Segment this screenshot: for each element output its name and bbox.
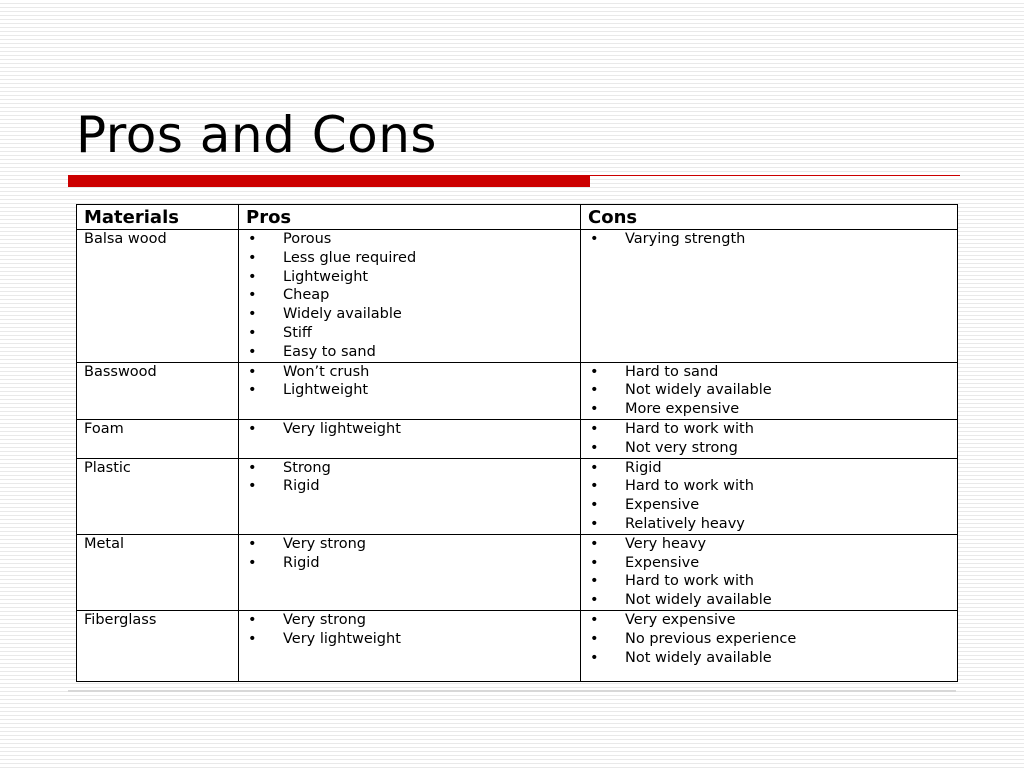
pros-list — [246, 459, 580, 497]
list-item: • Not widely available — [588, 381, 957, 400]
cons-list — [588, 535, 957, 610]
pros-list — [246, 611, 580, 649]
table-row — [77, 230, 958, 363]
cons-list — [588, 230, 957, 249]
table-row — [77, 458, 958, 534]
list-item: • Expensive — [588, 554, 957, 573]
pros-list — [246, 420, 580, 439]
list-item: • Not widely available — [588, 649, 957, 668]
pros-cons-table — [76, 204, 958, 682]
bottom-divider — [68, 690, 956, 692]
cons-list — [588, 420, 957, 458]
pros-list — [246, 363, 580, 401]
table-row — [77, 610, 958, 681]
table-row — [77, 419, 958, 458]
list-item: • Expensive — [588, 496, 957, 515]
table-row — [77, 534, 958, 610]
pros-cell — [239, 230, 581, 363]
list-item: • Not very strong — [588, 439, 957, 458]
cons-cell — [581, 610, 958, 681]
list-item: • Rigid — [246, 477, 580, 496]
title-underline-line — [590, 175, 960, 176]
list-item: • Very strong — [246, 535, 580, 554]
material-cell: Plastic — [77, 458, 239, 534]
list-item: • Lightweight — [246, 268, 580, 287]
material-cell: Fiberglass — [77, 610, 239, 681]
cons-cell — [581, 534, 958, 610]
cons-cell — [581, 230, 958, 363]
list-item: • Hard to work with — [588, 420, 957, 439]
list-item: • Widely available — [246, 305, 580, 324]
list-item: • Hard to work with — [588, 572, 957, 591]
cons-list — [588, 611, 957, 667]
list-item: • Very expensive — [588, 611, 957, 630]
material-cell: Foam — [77, 419, 239, 458]
cons-list — [588, 363, 957, 419]
list-item: • Stiff — [246, 324, 580, 343]
list-item: • Rigid — [246, 554, 580, 573]
list-item: • Varying strength — [588, 230, 957, 249]
pros-cell — [239, 362, 581, 419]
list-item: • Very lightweight — [246, 630, 580, 649]
list-item: • Strong — [246, 459, 580, 478]
list-item: • Relatively heavy — [588, 515, 957, 534]
pros-cell — [239, 610, 581, 681]
list-item: • Cheap — [246, 286, 580, 305]
title-underline-bar — [68, 175, 590, 187]
list-item: • More expensive — [588, 400, 957, 419]
list-item: • Very heavy — [588, 535, 957, 554]
list-item: • Less glue required — [246, 249, 580, 268]
list-item: • Not widely available — [588, 591, 957, 610]
pros-list — [246, 535, 580, 573]
cons-list — [588, 459, 957, 534]
header-pros: Pros — [239, 205, 581, 230]
list-item: • Hard to sand — [588, 363, 957, 382]
pros-cell — [239, 419, 581, 458]
slide-title: Pros and Cons — [76, 106, 437, 164]
header-materials: Materials — [77, 205, 239, 230]
pros-cell — [239, 534, 581, 610]
header-row — [77, 205, 958, 230]
list-item: • Easy to sand — [246, 343, 580, 362]
list-item: • Won’t crush — [246, 363, 580, 382]
material-cell: Basswood — [77, 362, 239, 419]
list-item: • Lightweight — [246, 381, 580, 400]
list-item: • Rigid — [588, 459, 957, 478]
list-item: • No previous experience — [588, 630, 957, 649]
table-row — [77, 362, 958, 419]
material-cell: Balsa wood — [77, 230, 239, 363]
list-item: • Hard to work with — [588, 477, 957, 496]
cons-cell — [581, 419, 958, 458]
list-item: • Very strong — [246, 611, 580, 630]
cons-cell — [581, 458, 958, 534]
header-cons: Cons — [581, 205, 958, 230]
material-cell: Metal — [77, 534, 239, 610]
pros-list — [246, 230, 580, 362]
list-item: • Porous — [246, 230, 580, 249]
pros-cell — [239, 458, 581, 534]
list-item: • Very lightweight — [246, 420, 580, 439]
cons-cell — [581, 362, 958, 419]
